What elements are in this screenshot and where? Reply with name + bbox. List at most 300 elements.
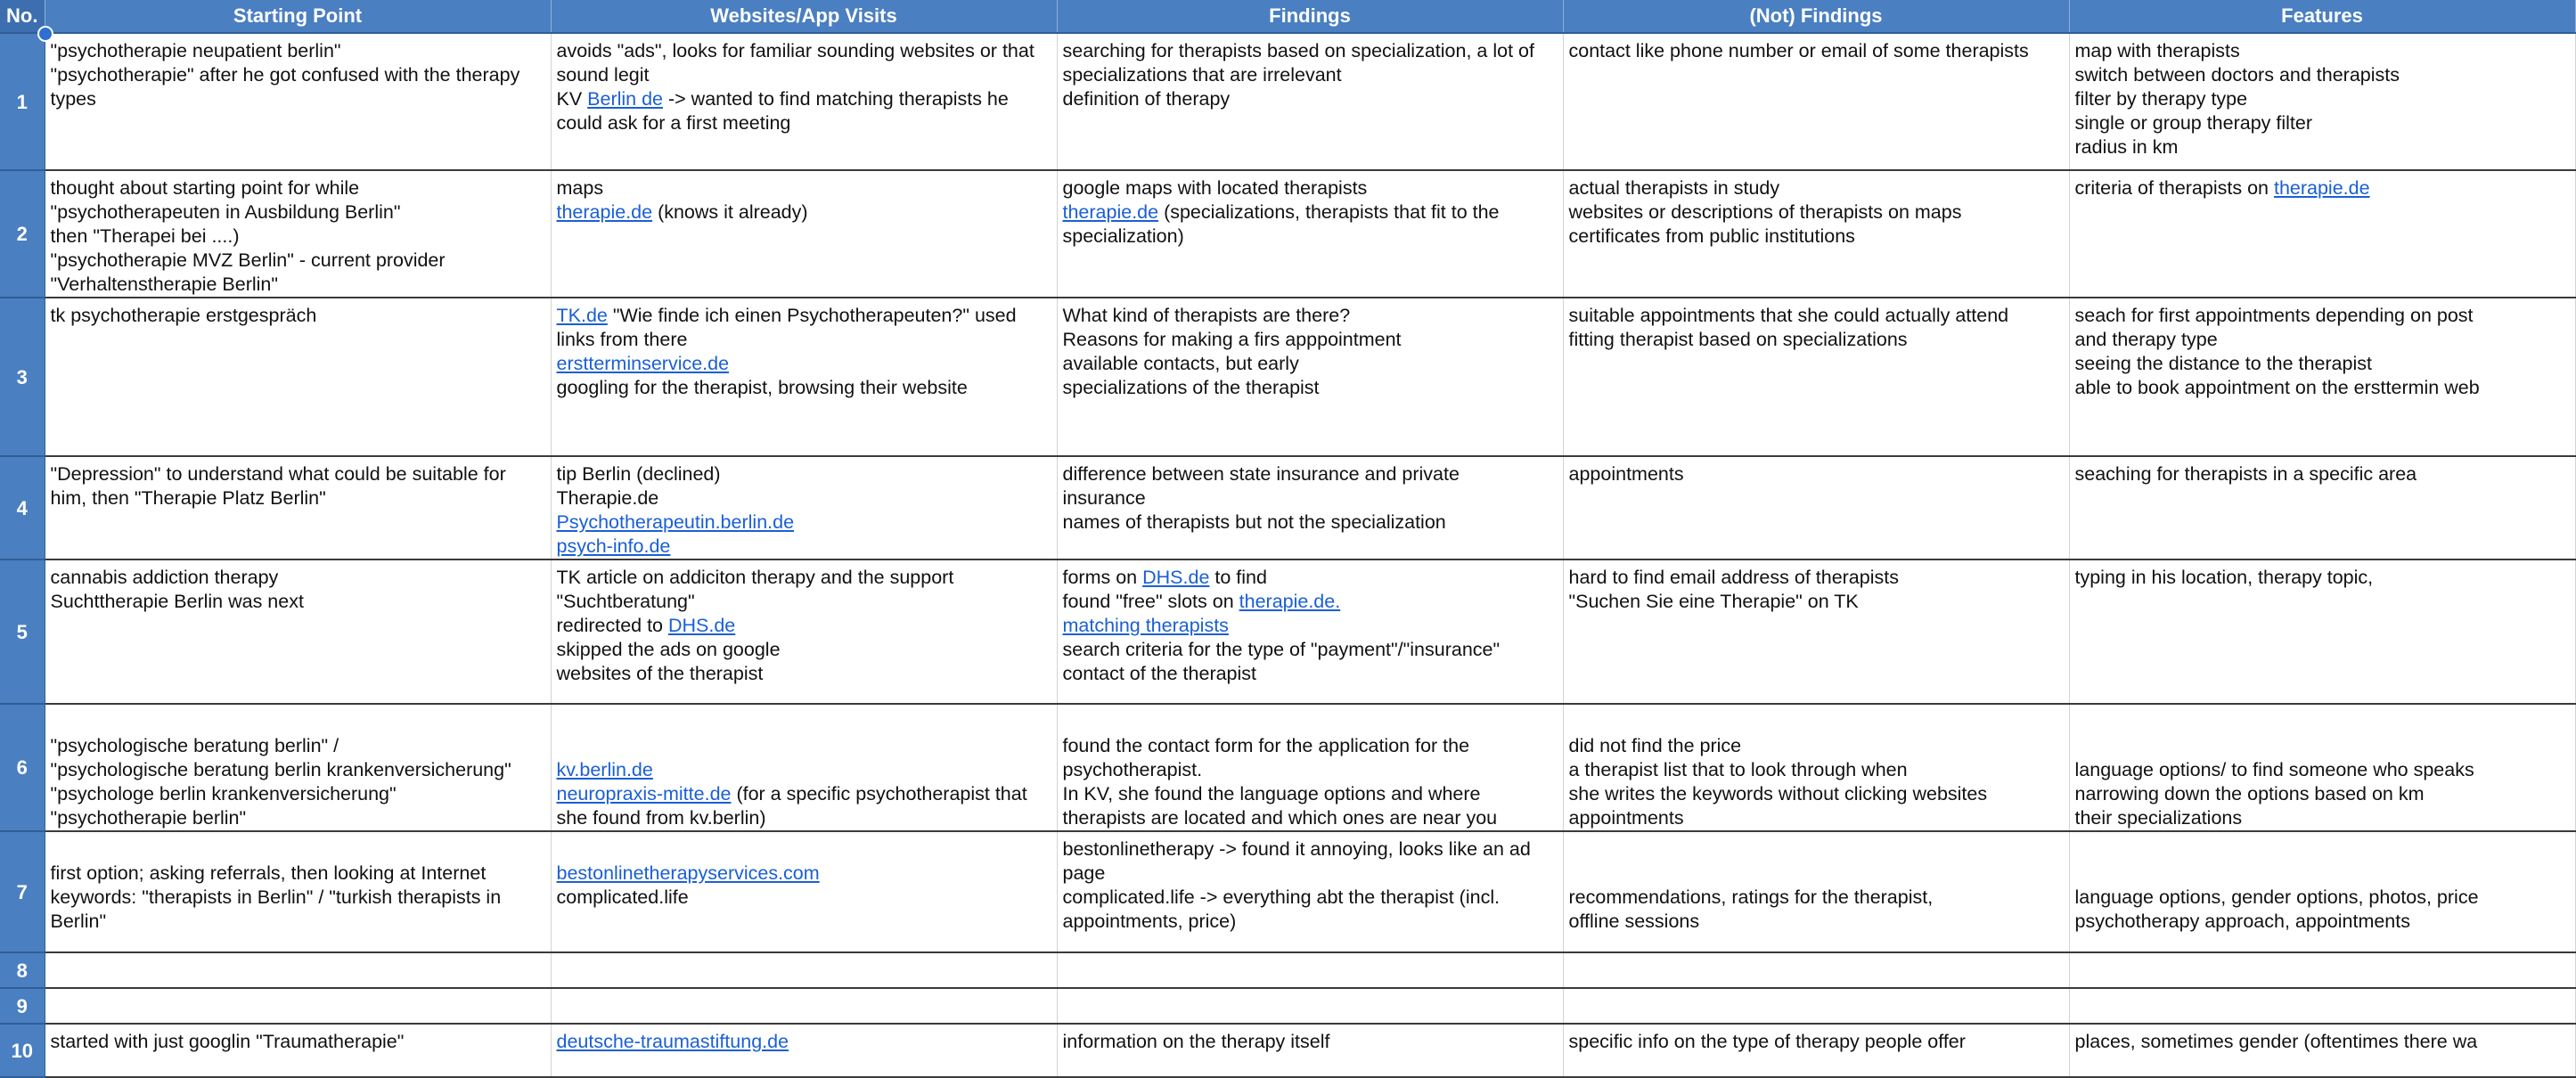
cell-websites-app-visits[interactable]	[551, 704, 1057, 831]
cell-line	[557, 886, 1053, 910]
cell-text: certificates from public institutions	[1568, 225, 1855, 247]
cell-line	[1063, 176, 1559, 200]
cell-starting-point[interactable]	[45, 33, 551, 170]
cell-text: avoids "ads", looks for familiar sounding websites or that	[556, 40, 1034, 61]
cell-line	[2075, 111, 2572, 135]
cell-line	[1063, 510, 1559, 535]
cell-features[interactable]	[2069, 559, 2575, 704]
cell-text: language options/ to find someone who speaks	[2074, 759, 2474, 780]
cell-websites-app-visits[interactable]	[551, 1024, 1057, 1077]
cell-websites-app-visits[interactable]	[551, 298, 1057, 456]
cell-text: googling for the therapist, browsing their website	[556, 377, 968, 398]
cell-line	[557, 352, 1053, 376]
cell-not-findings[interactable]	[1563, 298, 2069, 456]
cell-text: search criteria for the type of "payment"/"insurance"	[1062, 639, 1501, 660]
row-number[interactable]: 5	[0, 559, 45, 704]
cell-text: websites of the therapist	[556, 663, 764, 684]
cell-text: information on the therapy itself	[1062, 1031, 1330, 1052]
cell-line	[1569, 806, 2065, 830]
cell-text: specific info on the type of therapy people offer	[1568, 1031, 1966, 1052]
cell-text: names of therapists but not the specialization	[1062, 511, 1446, 533]
cell-findings[interactable]	[1057, 456, 1563, 559]
cell-line	[557, 590, 1053, 614]
cell-link[interactable]: DHS.de	[1142, 567, 1210, 588]
cell-line	[2075, 758, 2572, 782]
cell-line	[557, 304, 1053, 328]
cell-text: available contacts, but early	[1062, 353, 1299, 374]
cell-text: (knows it already)	[652, 201, 808, 223]
cell-starting-point[interactable]	[45, 170, 551, 298]
cell-not-findings[interactable]	[1563, 952, 2069, 988]
cell-line	[2075, 135, 2572, 159]
cell-text: appointments	[1568, 463, 1684, 485]
cell-line	[557, 486, 1053, 510]
cell-line	[557, 758, 1053, 782]
cell-line	[2075, 39, 2572, 63]
cell-line	[557, 176, 1053, 200]
cell-link[interactable]: therapie.de	[2273, 177, 2370, 199]
cell-line	[1569, 1030, 2065, 1054]
cell-not-findings[interactable]	[1563, 831, 2069, 952]
cell-line	[1569, 590, 2065, 614]
cell-line	[2075, 710, 2572, 734]
cell-text: their specializations	[2074, 807, 2243, 829]
cell-text: page	[1062, 862, 1106, 884]
cell-text: places, sometimes gender (oftentimes there wa	[2074, 1031, 2478, 1052]
cell-line	[51, 566, 547, 590]
row-number[interactable]: 4	[0, 456, 45, 559]
cell-link[interactable]: erstterminservice.de	[556, 353, 730, 374]
table-row	[0, 988, 2575, 1024]
cell-line	[557, 63, 1053, 87]
cell-starting-point[interactable]	[45, 952, 551, 988]
cell-line	[1063, 614, 1559, 638]
cell-line	[1569, 176, 2065, 200]
table-row	[0, 170, 2575, 298]
cell-line	[557, 510, 1053, 535]
cell-not-findings[interactable]	[1563, 988, 2069, 1024]
cell-line	[557, 566, 1053, 590]
cell-line	[1063, 862, 1559, 886]
row-number[interactable]: 9	[0, 988, 45, 1024]
cell-line	[51, 758, 547, 782]
table-row	[0, 704, 2575, 831]
cell-line	[557, 782, 1053, 806]
cell-text: websites or descriptions of therapists on maps	[1568, 201, 1962, 223]
cell-text: "Depression" to understand what could be suitable for	[50, 463, 506, 485]
cell-text: complicated.life	[556, 886, 689, 908]
cell-features[interactable]	[2069, 831, 2575, 952]
cell-line	[2075, 304, 2572, 328]
cell-text: and therapy type	[2074, 329, 2218, 350]
cell-text: then "Therapei bei ....)	[50, 225, 240, 247]
cell-line	[1063, 87, 1559, 111]
cell-not-findings[interactable]	[1563, 1024, 2069, 1077]
cell-line	[1063, 1030, 1559, 1054]
cell-text: google maps with located therapists	[1062, 177, 1368, 199]
cell-line	[557, 39, 1053, 63]
cell-line	[1063, 486, 1559, 510]
cell-line	[2075, 566, 2572, 590]
cell-line	[1569, 39, 2065, 63]
cell-line	[557, 734, 1053, 758]
cell-text: criteria of therapists on	[2074, 177, 2274, 199]
cell-link[interactable]: psych-info.de	[556, 535, 671, 557]
cell-text: single or group therapy filter	[2074, 112, 2313, 134]
cell-text: recommendations, ratings for the therapist,	[1568, 886, 1934, 908]
cell-not-findings[interactable]	[1563, 559, 2069, 704]
cell-line	[1063, 758, 1559, 782]
cell-line	[557, 1030, 1053, 1054]
cell-findings[interactable]	[1057, 831, 1563, 952]
cell-text: actual therapists in study	[1568, 177, 1780, 199]
cell-text: redirected to	[556, 615, 668, 636]
cell-text: searching for therapists based on specialization, a lot of	[1062, 40, 1534, 61]
cell-text: seach for first appointments depending on post	[2074, 305, 2474, 326]
cell-line	[51, 200, 547, 225]
cell-not-findings[interactable]	[1563, 33, 2069, 170]
cell-line	[51, 1030, 547, 1054]
cell-text: appointments, price)	[1062, 911, 1237, 932]
cell-line	[2075, 886, 2572, 910]
cell-line	[557, 710, 1053, 734]
row-number[interactable]: 3	[0, 298, 45, 456]
cell-line	[1063, 662, 1559, 686]
cell-line	[2075, 462, 2572, 486]
cell-link[interactable]: therapie.de	[556, 201, 653, 223]
cell-text: forms on	[1062, 567, 1143, 588]
table-row	[0, 831, 2575, 952]
cell-line	[1569, 886, 2065, 910]
cell-line	[2075, 782, 2572, 806]
cell-text: keywords: "therapists in Berlin" / "turkish therapists in	[50, 886, 502, 908]
cell-features[interactable]	[2069, 704, 2575, 831]
cell-line	[2075, 328, 2572, 352]
cell-line	[1569, 304, 2065, 328]
cell-line	[2075, 63, 2572, 87]
cell-line	[557, 535, 1053, 559]
cell-line	[1569, 734, 2065, 758]
cell-findings[interactable]	[1057, 298, 1563, 456]
cell-line	[1063, 710, 1559, 734]
cell-line	[1063, 837, 1559, 862]
selection-handle-icon[interactable]	[37, 26, 53, 42]
cell-link[interactable]: therapie.de	[1062, 201, 1159, 223]
cell-line	[51, 304, 547, 328]
table-row	[0, 952, 2575, 988]
cell-starting-point[interactable]	[45, 1024, 551, 1077]
cell-text: insurance	[1062, 487, 1146, 509]
cell-line	[1569, 462, 2065, 486]
cell-findings[interactable]	[1057, 704, 1563, 831]
cell-not-findings[interactable]	[1563, 170, 2069, 298]
cell-line	[1063, 200, 1559, 225]
cell-text: first option; asking referrals, then looking at Internet	[50, 862, 487, 884]
cell-line	[2075, 734, 2572, 758]
cell-text: types	[50, 88, 96, 110]
cell-text: -> wanted to find matching therapists he	[663, 88, 1009, 110]
header-findings[interactable]: Findings	[1057, 0, 1563, 33]
cell-text: radius in km	[2074, 136, 2179, 158]
cell-line	[557, 638, 1053, 662]
cell-line	[1569, 862, 2065, 886]
cell-line	[2075, 376, 2572, 400]
cell-line	[557, 614, 1053, 638]
cell-text: hard to find email address of therapists	[1568, 567, 1899, 588]
cell-line	[2075, 176, 2572, 200]
cell-features[interactable]	[2069, 952, 2575, 988]
cell-text: found the contact form for the application for the	[1062, 735, 1470, 756]
cell-starting-point[interactable]	[45, 298, 551, 456]
cell-text: "psychologische beratung berlin krankenversicherung"	[50, 759, 511, 780]
cell-text: "psychotherapeuten in Ausbildung Berlin"	[50, 201, 401, 223]
cell-text: "Verhaltenstherapie Berlin"	[50, 274, 279, 295]
cell-text: did not find the price	[1568, 735, 1742, 756]
cell-text: maps	[556, 177, 604, 199]
row-number[interactable]: 2	[0, 170, 45, 298]
cell-text: suitable appointments that she could actually attend	[1568, 305, 2009, 326]
cell-line	[557, 200, 1053, 225]
cell-link[interactable]: bestonlinetherapyservices.com	[556, 862, 820, 884]
row-number[interactable]: 7	[0, 831, 45, 952]
cell-link[interactable]: TK.de	[556, 305, 608, 326]
cell-text: KV	[556, 88, 588, 110]
cell-line	[1063, 376, 1559, 400]
header-no[interactable]: No.	[0, 0, 45, 33]
table-row	[0, 298, 2575, 456]
cell-line	[1063, 910, 1559, 934]
cell-line	[1063, 39, 1559, 63]
cell-text: Therapie.de	[556, 487, 659, 509]
cell-line	[2075, 910, 2572, 934]
header-not-findings[interactable]: (Not) Findings	[1563, 0, 2069, 33]
cell-link[interactable]: Berlin de	[587, 88, 664, 110]
header-features[interactable]: Features	[2069, 0, 2575, 33]
cell-link[interactable]: Psychotherapeutin.berlin.de	[556, 511, 795, 533]
cell-line	[51, 837, 547, 862]
cell-link[interactable]: matching therapists	[1062, 615, 1229, 636]
cell-line	[51, 862, 547, 886]
cell-text: skipped the ads on google	[556, 639, 781, 660]
cell-features[interactable]	[2069, 33, 2575, 170]
cell-link[interactable]: neuropraxis-mitte.de	[556, 783, 732, 804]
cell-text: offline sessions	[1568, 911, 1700, 932]
cell-websites-app-visits[interactable]	[551, 456, 1057, 559]
cell-features[interactable]	[2069, 298, 2575, 456]
cell-text: (for a specific psychotherapist that	[731, 783, 1027, 804]
cell-line	[51, 806, 547, 830]
cell-text: Reasons for making a firs apppointment	[1062, 329, 1402, 350]
cell-line	[51, 462, 547, 486]
cell-line	[1569, 566, 2065, 590]
cell-link[interactable]: deutsche-traumastiftung.de	[556, 1031, 789, 1052]
cell-text: "Suchen Sie eine Therapie" on TK	[1568, 591, 1859, 612]
cell-line	[2075, 352, 2572, 376]
cell-findings[interactable]	[1057, 1024, 1563, 1077]
header-starting-point[interactable]: Starting Point	[45, 0, 551, 33]
cell-line	[1063, 225, 1559, 249]
cell-features[interactable]	[2069, 170, 2575, 298]
cell-line	[51, 710, 547, 734]
cell-text: "psychotherapie MVZ Berlin" - current provider	[50, 249, 446, 271]
cell-line	[51, 176, 547, 200]
cell-text: map with therapists	[2074, 40, 2240, 61]
cell-websites-app-visits[interactable]	[551, 988, 1057, 1024]
cell-websites-app-visits[interactable]	[551, 831, 1057, 952]
cell-line	[1569, 837, 2065, 862]
cell-line	[1063, 328, 1559, 352]
cell-line	[1063, 462, 1559, 486]
cell-link[interactable]: DHS.de	[667, 615, 736, 636]
cell-text: In KV, she found the language options and where	[1062, 783, 1481, 804]
cell-text: sound legit	[556, 64, 650, 86]
cell-starting-point[interactable]	[45, 456, 551, 559]
cell-line	[1569, 710, 2065, 734]
cell-text: cannabis addiction therapy	[50, 567, 279, 588]
cell-line	[1063, 590, 1559, 614]
cell-line	[557, 462, 1053, 486]
cell-text: psychotherapy approach, appointments	[2074, 911, 2410, 932]
cell-text: filter by therapy type	[2074, 88, 2248, 110]
cell-text: What kind of therapists are there?	[1062, 305, 1351, 326]
cell-websites-app-visits[interactable]	[551, 559, 1057, 704]
cell-text: appointments	[1568, 807, 1684, 829]
header-row	[0, 0, 2575, 33]
cell-text: difference between state insurance and private	[1062, 463, 1460, 485]
cell-line	[51, 39, 547, 63]
row-number[interactable]: 1	[0, 33, 45, 170]
cell-line	[1569, 200, 2065, 225]
cell-text: "Wie finde ich einen Psychotherapeuten?" used	[607, 305, 1017, 326]
cell-text: a therapist list that to look through when	[1568, 759, 1908, 780]
cell-line	[557, 806, 1053, 830]
cell-text: complicated.life -> everything abt the therapist (incl.	[1062, 886, 1501, 908]
cell-line	[1569, 910, 2065, 934]
cell-line	[557, 862, 1053, 886]
cell-websites-app-visits[interactable]	[551, 33, 1057, 170]
cell-line	[51, 734, 547, 758]
cell-text: definition of therapy	[1062, 88, 1231, 110]
cell-text: thought about starting point for while	[50, 177, 360, 199]
cell-text: seaching for therapists in a specific area	[2074, 463, 2417, 485]
cell-features[interactable]	[2069, 988, 2575, 1024]
cell-line	[2075, 862, 2572, 886]
cell-link[interactable]: therapie.de.	[1239, 591, 1341, 612]
cell-text: specializations that are irrelevant	[1062, 64, 1342, 86]
cell-text: Suchttherapie Berlin was next	[50, 591, 304, 612]
cell-not-findings[interactable]	[1563, 704, 2069, 831]
cell-text: "psychologe berlin krankenversicherung"	[50, 783, 397, 804]
cell-text: tip Berlin (declined)	[556, 463, 721, 485]
cell-line	[1569, 225, 2065, 249]
cell-text: typing in his location, therapy topic,	[2074, 567, 2374, 588]
cell-line	[51, 63, 547, 87]
cell-line	[51, 486, 547, 510]
cell-text: to find	[1209, 567, 1267, 588]
cell-text: language options, gender options, photos, price	[2074, 886, 2479, 908]
cell-starting-point[interactable]	[45, 559, 551, 704]
table-row	[0, 1024, 2575, 1077]
cell-websites-app-visits[interactable]	[551, 952, 1057, 988]
header-websites-app-visits[interactable]: Websites/App Visits	[551, 0, 1057, 33]
cell-text: "Suchtberatung"	[556, 591, 695, 612]
cell-line	[2075, 87, 2572, 111]
cell-line	[1569, 758, 2065, 782]
table-row	[0, 559, 2575, 704]
cell-text: able to book appointment on the ersttermin web	[2074, 377, 2480, 398]
cell-line	[2075, 837, 2572, 862]
cell-line	[557, 837, 1053, 862]
cell-line	[1063, 806, 1559, 830]
cell-line	[51, 225, 547, 249]
cell-line	[51, 590, 547, 614]
cell-line	[557, 662, 1053, 686]
cell-link[interactable]: kv.berlin.de	[556, 759, 653, 780]
cell-line	[51, 910, 547, 934]
cell-line	[557, 87, 1053, 111]
cell-line	[557, 376, 1053, 400]
cell-text: she found from kv.berlin)	[556, 807, 766, 829]
cell-text: (specializations, therapists that fit to the	[1158, 201, 1500, 223]
cell-text: switch between doctors and therapists	[2074, 64, 2400, 86]
cell-line	[557, 328, 1053, 352]
cell-text: "psychotherapie" after he got confused with the therapy	[50, 64, 520, 86]
cell-text: could ask for a first meeting	[556, 112, 791, 134]
cell-line	[1063, 352, 1559, 376]
cell-line	[51, 273, 547, 297]
cell-websites-app-visits[interactable]	[551, 170, 1057, 298]
cell-starting-point[interactable]	[45, 704, 551, 831]
cell-line	[1063, 304, 1559, 328]
cell-text: links from there	[556, 329, 688, 350]
cell-text: Berlin"	[50, 911, 107, 932]
table-row	[0, 456, 2575, 559]
cell-text: contact like phone number or email of some therapists	[1568, 40, 2029, 61]
cell-text: him, then "Therapie Platz Berlin"	[50, 487, 326, 509]
cell-features[interactable]	[2069, 456, 2575, 559]
cell-not-findings[interactable]	[1563, 456, 2069, 559]
cell-findings[interactable]	[1057, 559, 1563, 704]
row-number[interactable]: 10	[0, 1024, 45, 1077]
cell-line	[2075, 1030, 2572, 1054]
cell-line	[51, 782, 547, 806]
cell-line	[1063, 566, 1559, 590]
cell-line	[51, 249, 547, 273]
cell-findings[interactable]	[1057, 952, 1563, 988]
cell-line	[1063, 782, 1559, 806]
cell-findings[interactable]	[1057, 170, 1563, 298]
table-row	[0, 33, 2575, 170]
cell-text: psychotherapist.	[1062, 759, 1203, 780]
row-number[interactable]: 8	[0, 952, 45, 988]
cell-line	[51, 87, 547, 111]
cell-line	[1063, 734, 1559, 758]
cell-text: contact of the therapist	[1062, 663, 1257, 684]
cell-starting-point[interactable]	[45, 831, 551, 952]
cell-text: seeing the distance to the therapist	[2074, 353, 2372, 374]
cell-text: found "free" slots on	[1062, 591, 1239, 612]
cell-findings[interactable]	[1057, 33, 1563, 170]
cell-features[interactable]	[2069, 1024, 2575, 1077]
cell-line	[1569, 782, 2065, 806]
cell-text: "psychotherapie neupatient berlin"	[50, 40, 341, 61]
row-number[interactable]: 6	[0, 704, 45, 831]
cell-line	[1063, 63, 1559, 87]
cell-text: narrowing down the options based on km	[2074, 783, 2425, 804]
cell-starting-point[interactable]	[45, 988, 551, 1024]
cell-text: fitting therapist based on specializations	[1568, 329, 1908, 350]
cell-findings[interactable]	[1057, 988, 1563, 1024]
